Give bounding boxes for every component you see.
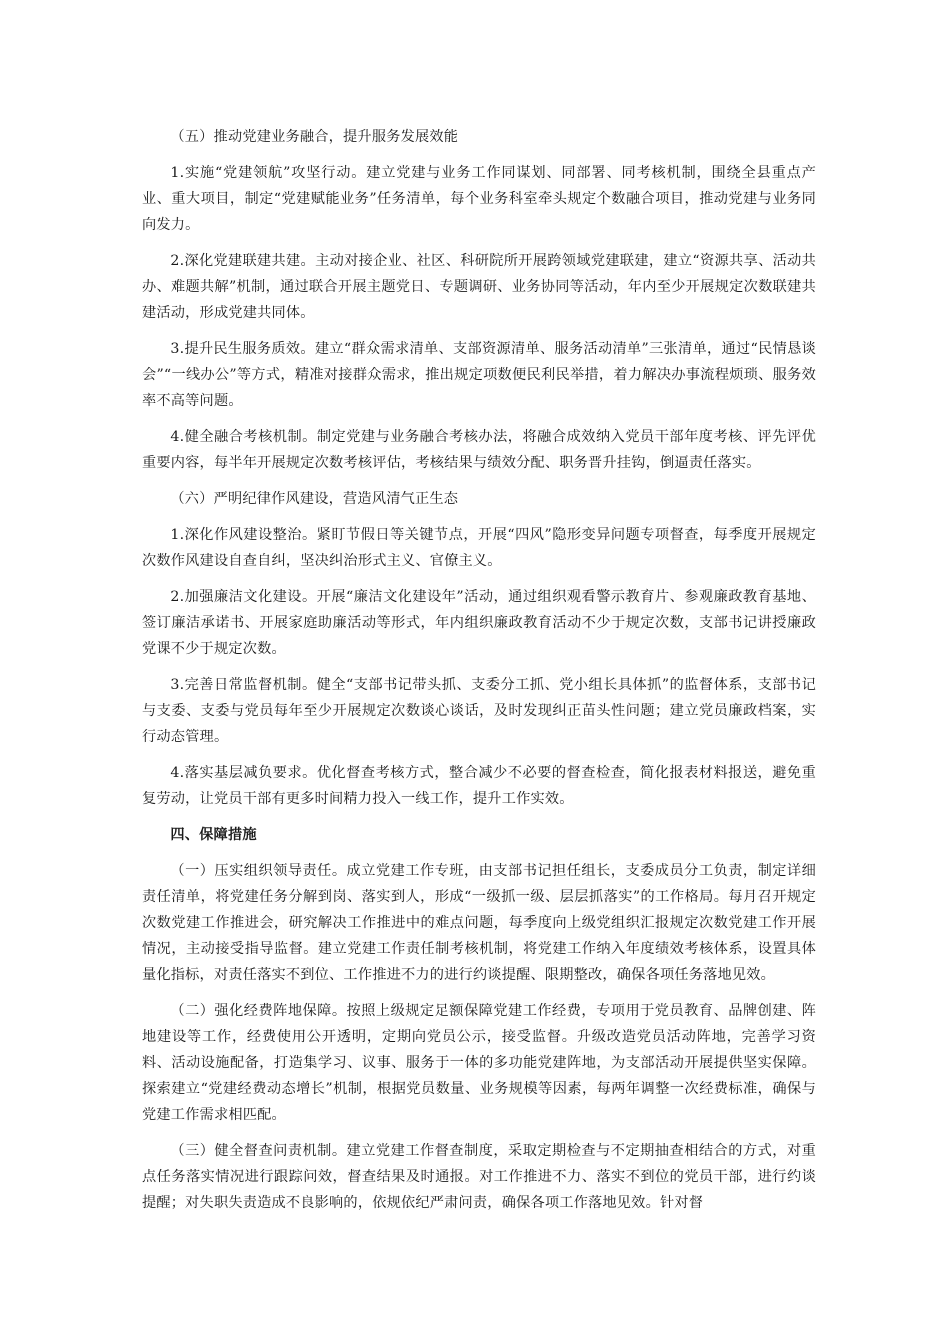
paragraph-6-1: 1.深化作风建设整治。紧盯节假日等关键节点，开展“四风”隐形变异问题专项督查，每季度开展规定次数作风建设自查自纠，坚决纠治形式主义、官僚主义。 [142, 527, 816, 569]
paragraph-6-4: 4.落实基层减负要求。优化督查考核方式，整合减少不必要的督查检查，简化报表材料报送，避免重复劳动，让党员干部有更多时间精力投入一线工作，提升工作实效。 [142, 765, 816, 807]
paragraph-5-1: 1.实施“党建领航”攻坚行动。建立党建与业务工作同谋划、同部署、同考核机制，围绕全县重点产业、重大项目，制定“党建赋能业务”任务清单，每个业务科室牵头规定个数融合项目，推动党建与业务同向发力。 [142, 165, 816, 233]
paragraph-4-3: （三）健全督查问责机制。建立党建工作督查制度，采取定期检查与不定期抽查相结合的方式，对重点任务落实情况进行跟踪问效，督查结果及时通报。对工作推进不力、落实不到位的党员干部，进行约谈提醒；对失职失责造成不良影响的，依规依纪严肃问责，确保各项工作落地见效。针对督 [142, 1143, 816, 1211]
paragraph-4-1: （一）压实组织领导责任。成立党建工作专班，由支部书记担任组长，支委成员分工负责，制定详细责任清单，将党建任务分解到岗、落实到人，形成“一级抓一级、层层抓落实”的工作格局。每月召开规定次数党建工作推进会，研究解决工作推进中的难点问题，每季度向上级党组织汇报规定次数党建工作开展情况，主动接受指导监督。建立党建工作责任制考核机制，将党建工作纳入年度绩效考核体系，设置具体量化指标，对责任落实不到位、工作推进不力的进行约谈提醒、限期整改，确保各项任务落地见效。 [142, 863, 816, 983]
section-heading-5: （五）推动党建业务融合，提升服务发展效能 [170, 129, 459, 145]
paragraph-5-2: 2.深化党建联建共建。主动对接企业、社区、科研院所开展跨领域党建联建，建立“资源共享、活动共办、难题共解”机制，通过联合开展主题党日、专题调研、业务协同等活动，年内至少开展规定次数联建共建活动，形成党建共同体。 [142, 253, 816, 321]
chapter-heading-4: 四、保障措施 [170, 827, 257, 843]
paragraph-5-3: 3.提升民生服务质效。建立“群众需求清单、支部资源清单、服务活动清单”三张清单，通过“民情恳谈会”“一线办公”等方式，精准对接群众需求，推出规定项数便民利民举措，着力解决办事流程烦琐、服务效率不高等问题。 [142, 341, 816, 409]
paragraph-6-2: 2.加强廉洁文化建设。开展“廉洁文化建设年”活动，通过组织观看警示教育片、参观廉政教育基地、签订廉洁承诺书、开展家庭助廉活动等形式，年内组织廉政教育活动不少于规定次数，支部书记讲授廉政党课不少于规定次数。 [142, 589, 816, 657]
paragraph-6-3: 3.完善日常监督机制。健全“支部书记带头抓、支委分工抓、党小组长具体抓”的监督体系，支部书记与支委、支委与党员每年至少开展规定次数谈心谈话，及时发现纠正苗头性问题；建立党员廉政档案，实行动态管理。 [142, 677, 816, 745]
paragraph-5-4: 4.健全融合考核机制。制定党建与业务融合考核办法，将融合成效纳入党员干部年度考核、评先评优重要内容，每半年开展规定次数考核评估，考核结果与绩效分配、职务晋升挂钩，倒逼责任落实。 [142, 429, 816, 471]
section-heading-6: （六）严明纪律作风建设，营造风清气正生态 [170, 491, 459, 507]
paragraph-4-2: （二）强化经费阵地保障。按照上级规定足额保障党建工作经费，专项用于党员教育、品牌创建、阵地建设等工作，经费使用公开透明，定期向党员公示，接受监督。升级改造党员活动阵地，完善学习资料、活动设施配备，打造集学习、议事、服务于一体的多功能党建阵地，为支部活动开展提供坚实保障。探索建立“党建经费动态增长”机制，根据党员数量、业务规模等因素，每两年调整一次经费标准，确保与党建工作需求相匹配。 [142, 1003, 816, 1123]
